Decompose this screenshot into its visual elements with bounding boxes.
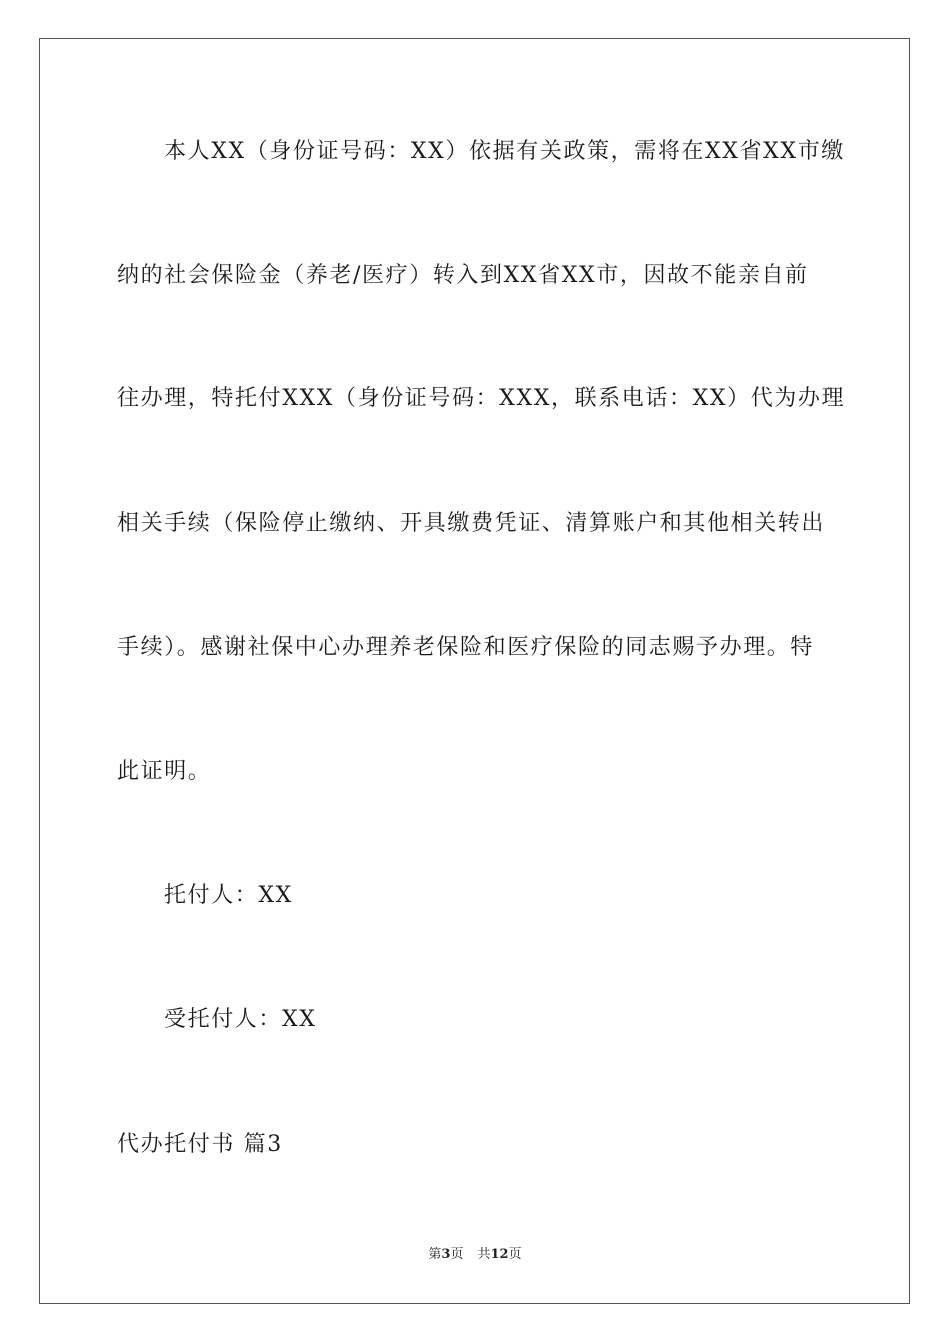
page-frame [39, 38, 910, 1304]
agent-signature-line: 受托付人：XX [164, 1007, 317, 1032]
footer-total-pages: 12 [490, 1247, 509, 1262]
footer-page-prefix: 第 [428, 1247, 442, 1262]
section-heading: 代办托付书 篇3 [117, 1132, 283, 1157]
paragraph-line-1: 本人XX（身份证号码：XX）依据有关政策，需将在XX省XX市缴 [164, 139, 845, 164]
paragraph-line-4: 相关手续（保险停止缴纳、开具缴费凭证、清算账户和其他相关转出 [117, 511, 826, 536]
page-footer [0, 1246, 950, 1264]
footer-total-prefix: 共 [477, 1247, 491, 1262]
footer-page-suffix: 页 [450, 1247, 464, 1262]
footer-page-number: 3 [441, 1247, 451, 1262]
paragraph-line-3: 往办理，特托付XXX（身份证号码：XXX，联系电话：XX）代为办理 [117, 386, 846, 411]
paragraph-line-5: 手续）。感谢社保中心办理养老保险和医疗保险的同志赐予办理。特 [117, 635, 815, 660]
paragraph-line-2: 纳的社会保险金（养老/医疗）转入到XX省XX市，因故不能亲自前 [117, 263, 809, 288]
principal-signature-line: 托付人：XX [164, 883, 293, 908]
footer-total-suffix: 页 [508, 1247, 522, 1262]
paragraph-line-6: 此证明。 [117, 759, 212, 784]
